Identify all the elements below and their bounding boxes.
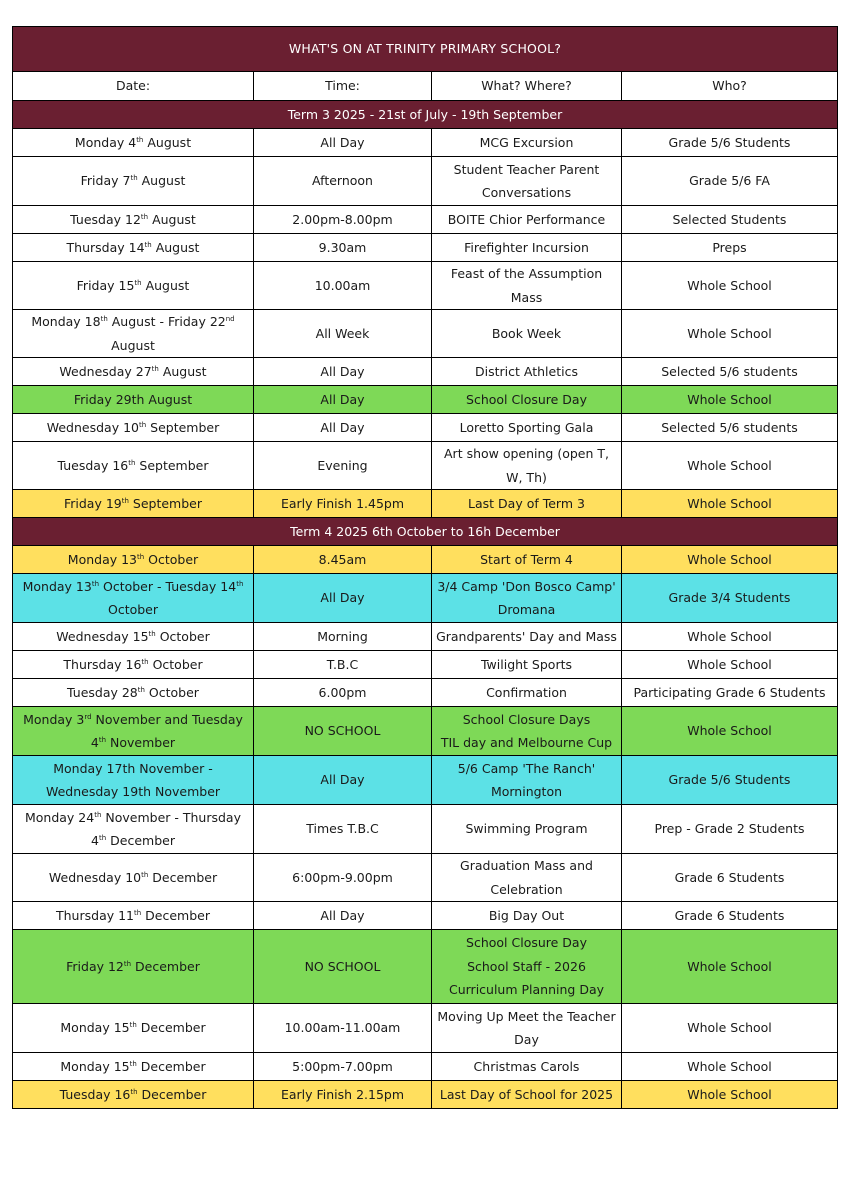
event-what-where: Christmas Carols [432, 1053, 622, 1081]
ordinal-suffix: nd [225, 315, 235, 323]
event-row [13, 854, 838, 902]
event-date: Thursday 14th August [13, 234, 254, 262]
event-time: NO SCHOOL [254, 707, 432, 756]
event-time: 5:00pm-7.00pm [254, 1053, 432, 1081]
ordinal-suffix: th [134, 278, 142, 287]
event-time: 6.00pm [254, 679, 432, 707]
event-row [13, 490, 838, 518]
event-row [13, 902, 838, 930]
event-date: Friday 15th August [13, 262, 254, 310]
event-date: Monday 13th October [13, 546, 254, 574]
event-time: All Day [254, 386, 432, 414]
ordinal-suffix: th [98, 736, 107, 744]
event-who: Whole School [622, 623, 838, 651]
ordinal-suffix: th [130, 1087, 138, 1096]
event-date: Friday 7th August [13, 157, 254, 206]
event-what-where: BOITE Chior Performance [432, 206, 622, 234]
event-who: Grade 5/6 Students [622, 756, 838, 805]
event-time: All Day [254, 129, 432, 157]
event-what-where: Book Week [432, 310, 622, 358]
event-date: Friday 19th September [13, 490, 254, 518]
event-time: All Day [254, 574, 432, 623]
event-row [13, 414, 838, 442]
ordinal-suffix: th [94, 810, 102, 819]
term-heading-row [13, 101, 838, 129]
event-date: Monday 18th August - Friday 22nd August [13, 310, 254, 358]
event-row [13, 1081, 838, 1109]
event-row [13, 262, 838, 310]
event-time: All Day [254, 756, 432, 805]
event-row [13, 623, 838, 651]
event-what-where: Big Day Out [432, 902, 622, 930]
event-row [13, 310, 838, 358]
event-who: Preps [622, 234, 838, 262]
event-date: Monday 13th October - Tuesday 14th October [13, 574, 254, 623]
event-date: Tuesday 16th December [13, 1081, 254, 1109]
event-row [13, 756, 838, 805]
ordinal-suffix: th [98, 834, 107, 842]
event-time: Evening [254, 442, 432, 490]
event-who: Whole School [622, 651, 838, 679]
ordinal-suffix: th [129, 1059, 137, 1068]
event-row [13, 442, 838, 490]
event-time: All Week [254, 310, 432, 358]
event-date: Monday 24th November - Thursday 4th December [13, 805, 254, 854]
title-row [13, 27, 838, 72]
event-what-where: Twilight Sports [432, 651, 622, 679]
event-who: Participating Grade 6 Students [622, 679, 838, 707]
event-what-where: Student Teacher Parent Conversations [432, 157, 622, 206]
event-time: Morning [254, 623, 432, 651]
event-what-where: Graduation Mass and Celebration [432, 854, 622, 902]
event-what-where: Feast of the Assumption Mass [432, 262, 622, 310]
event-time: All Day [254, 358, 432, 386]
event-time: Times T.B.C [254, 805, 432, 854]
event-who: Whole School [622, 1004, 838, 1053]
event-time: Early Finish 2.15pm [254, 1081, 432, 1109]
event-who: Whole School [622, 1081, 838, 1109]
event-time: Afternoon [254, 157, 432, 206]
ordinal-suffix: th [136, 135, 144, 144]
event-time: All Day [254, 414, 432, 442]
event-who: Whole School [622, 386, 838, 414]
ordinal-suffix: th [121, 496, 129, 505]
event-time: T.B.C [254, 651, 432, 679]
event-row [13, 574, 838, 623]
ordinal-suffix: th [236, 579, 244, 588]
ordinal-suffix: th [137, 552, 145, 561]
event-what-where: School Closure Day School Staff - 2026 Curriculum Planning Day [432, 930, 622, 1004]
event-time: 8.45am [254, 546, 432, 574]
events-table [12, 26, 838, 1109]
event-who: Grade 6 Students [622, 902, 838, 930]
event-who: Selected Students [622, 206, 838, 234]
event-row [13, 129, 838, 157]
ordinal-suffix: th [130, 174, 138, 183]
event-date: Friday 12th December [13, 930, 254, 1004]
event-what-where: School Closure Days TIL day and Melbourne Cup [432, 707, 622, 756]
event-row [13, 707, 838, 756]
event-time: Early Finish 1.45pm [254, 490, 432, 518]
event-date: Tuesday 28th October [13, 679, 254, 707]
event-time: All Day [254, 902, 432, 930]
event-row [13, 234, 838, 262]
events-body [13, 101, 838, 1109]
event-what-where: Firefighter Incursion [432, 234, 622, 262]
event-row [13, 805, 838, 854]
event-time: NO SCHOOL [254, 930, 432, 1004]
ordinal-suffix: th [138, 420, 147, 429]
ordinal-suffix: th [134, 908, 142, 917]
ordinal-suffix: th [123, 959, 132, 968]
event-who: Whole School [622, 546, 838, 574]
page-title: WHAT'S ON AT TRINITY PRIMARY SCHOOL? [13, 27, 838, 72]
event-time: 2.00pm-8.00pm [254, 206, 432, 234]
event-date: Wednesday 15th October [13, 623, 254, 651]
event-date: Wednesday 10th September [13, 414, 254, 442]
event-what-where: School Closure Day [432, 386, 622, 414]
event-who: Whole School [622, 310, 838, 358]
ordinal-suffix: th [151, 364, 159, 373]
event-who: Selected 5/6 students [622, 414, 838, 442]
event-date: Thursday 16th October [13, 651, 254, 679]
event-row [13, 206, 838, 234]
term-heading-row [13, 518, 838, 546]
event-time: 10.00am-11.00am [254, 1004, 432, 1053]
event-who: Whole School [622, 262, 838, 310]
header-time: Time: [254, 72, 432, 101]
ordinal-suffix: th [141, 870, 149, 879]
event-date: Monday 15th December [13, 1004, 254, 1053]
event-what-where: Grandparents' Day and Mass [432, 623, 622, 651]
event-date: Wednesday 27th August [13, 358, 254, 386]
ordinal-suffix: th [141, 657, 149, 666]
ordinal-suffix: th [148, 629, 156, 638]
event-who: Grade 3/4 Students [622, 574, 838, 623]
event-who: Whole School [622, 707, 838, 756]
ordinal-suffix: th [128, 458, 136, 467]
ordinal-suffix: th [137, 685, 145, 694]
event-row [13, 358, 838, 386]
event-what-where: 3/4 Camp 'Don Bosco Camp' Dromana [432, 574, 622, 623]
event-what-where: Start of Term 4 [432, 546, 622, 574]
ordinal-suffix: rd [84, 712, 92, 721]
event-time: 10.00am [254, 262, 432, 310]
event-who: Grade 6 Students [622, 854, 838, 902]
event-row [13, 546, 838, 574]
event-time: 9.30am [254, 234, 432, 262]
event-what-where: Loretto Sporting Gala [432, 414, 622, 442]
ordinal-suffix: th [140, 212, 149, 221]
event-what-where: Confirmation [432, 679, 622, 707]
event-date: Monday 4th August [13, 129, 254, 157]
event-who: Whole School [622, 490, 838, 518]
event-row [13, 157, 838, 206]
event-what-where: District Athletics [432, 358, 622, 386]
event-what-where: Last Day of School for 2025 [432, 1081, 622, 1109]
event-what-where: MCG Excursion [432, 129, 622, 157]
event-who: Whole School [622, 1053, 838, 1081]
event-row [13, 651, 838, 679]
header-row [13, 72, 838, 101]
header-what-where: What? Where? [432, 72, 622, 101]
event-date: Monday 15th December [13, 1053, 254, 1081]
event-who: Whole School [622, 930, 838, 1004]
event-what-where: Art show opening (open T, W, Th) [432, 442, 622, 490]
ordinal-suffix: th [91, 579, 100, 588]
event-who: Grade 5/6 Students [622, 129, 838, 157]
event-what-where: Last Day of Term 3 [432, 490, 622, 518]
event-date: Tuesday 16th September [13, 442, 254, 490]
event-time: 6:00pm-9.00pm [254, 854, 432, 902]
event-date: Friday 29th August [13, 386, 254, 414]
event-what-where: Moving Up Meet the Teacher Day [432, 1004, 622, 1053]
event-who: Selected 5/6 students [622, 358, 838, 386]
event-who: Grade 5/6 FA [622, 157, 838, 206]
term-heading: Term 4 2025 6th October to 16h December [13, 518, 838, 546]
event-row [13, 679, 838, 707]
term-heading: Term 3 2025 - 21st of July - 19th September [13, 101, 838, 129]
event-date: Thursday 11th December [13, 902, 254, 930]
header-date: Date: [13, 72, 254, 101]
event-what-where: 5/6 Camp 'The Ranch' Mornington [432, 756, 622, 805]
event-date: Wednesday 10th December [13, 854, 254, 902]
event-date: Monday 3rd November and Tuesday 4th November [13, 707, 254, 756]
event-row [13, 930, 838, 1004]
event-row [13, 386, 838, 414]
event-row [13, 1053, 838, 1081]
header-who: Who? [622, 72, 838, 101]
event-date: Monday 17th November - Wednesday 19th November [13, 756, 254, 805]
event-row [13, 1004, 838, 1053]
event-who: Whole School [622, 442, 838, 490]
ordinal-suffix: th [144, 240, 152, 249]
event-who: Prep - Grade 2 Students [622, 805, 838, 854]
event-date: Tuesday 12th August [13, 206, 254, 234]
event-what-where: Swimming Program [432, 805, 622, 854]
ordinal-suffix: th [100, 315, 108, 323]
ordinal-suffix: th [129, 1021, 137, 1030]
